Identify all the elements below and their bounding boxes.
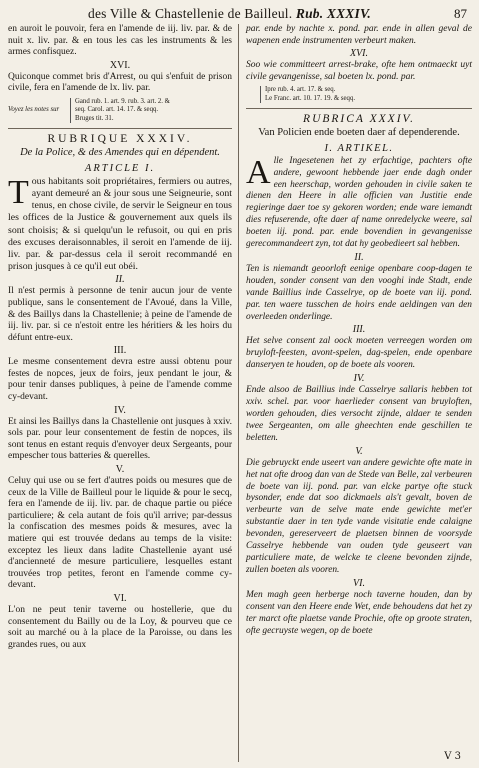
article-number: V. bbox=[115, 464, 125, 476]
rubric-title: RUBRIQUE XXXIV. bbox=[47, 133, 193, 146]
rubric-subtitle: De la Police, & des Amendes qui en dépendent. bbox=[20, 147, 220, 159]
article-number: IV. bbox=[114, 404, 126, 416]
article-number: III. bbox=[352, 324, 366, 336]
notes-block bbox=[246, 86, 472, 103]
section-rule bbox=[8, 128, 232, 129]
note-ref: Bruges tit. 31. bbox=[75, 114, 114, 122]
article-number: II. bbox=[354, 251, 364, 263]
french-column bbox=[8, 24, 232, 651]
page-header bbox=[0, 6, 479, 22]
continued-paragraph: en auroit le pouvoir, fera en l'amende de iij. liv. par. & de nuit x. liv. par. & en tous les cas les instruments & les armes confisquez. bbox=[8, 24, 232, 58]
article-text: L'on ne peut tenir taverne ou hostellerie, que du consentement du Bailly ou de la Loy, & pourveu que ce soit au marché ou à la place de la Paroisse, ou dans les grandes rues, ou aux bbox=[8, 604, 232, 650]
note-ref: seq. Carol. art. 14. 17. & seqq. bbox=[75, 106, 159, 114]
notes-block bbox=[8, 98, 232, 123]
article-number: XVI. bbox=[349, 48, 369, 60]
article-number: III. bbox=[113, 345, 127, 357]
article-text: Ende alsoo de Baillius inde Casselrye sallaris hebben tot xxiv. schel. par. voor haerlieder consent van bruyloften, worden gehouden, dies versocht zijnde, aldaer te senden twee Sergeanten, om alle gheechten ende geschillen te beletten. bbox=[246, 385, 472, 443]
rubric-label: Rub. XXXIV. bbox=[295, 6, 371, 21]
section-rule bbox=[246, 108, 472, 109]
article-number: XVI. bbox=[109, 59, 131, 71]
column-divider bbox=[238, 24, 239, 762]
notes-refs bbox=[260, 86, 472, 103]
article-text: Quiconque commet bris d'Arrest, ou qui s'enfuit de prison civile, fera en l'amende de lx. liv. par. bbox=[8, 71, 232, 94]
rubric-subtitle: Van Policien ende boeten daer af dependerende. bbox=[258, 127, 460, 139]
flemish-column bbox=[246, 24, 472, 637]
article-text: Het selve consent zal oock moeten verreegen worden om bruyloft-feesten, avont-spelen, dag-spelen, ende openbare danseryen te houden, op de boete als vooren. bbox=[246, 336, 472, 371]
note-ref: Ipre rub. 4. art. 17. & seq. bbox=[265, 86, 336, 94]
note-ref: Gand rub. 1. art. 9. rub. 3. art. 2. & bbox=[75, 97, 170, 105]
article-heading: I. ARTIKEL. bbox=[324, 142, 394, 154]
notes-heading: Voyez les notes sur bbox=[8, 105, 60, 113]
notes-refs bbox=[70, 98, 232, 123]
article-text: Soo wie committeert arrest-brake, ofte hem ontmaeckt uyt civile gevangenisse, sal boeten lx. pond. par. bbox=[246, 60, 472, 82]
page-number: 87 bbox=[454, 6, 467, 21]
article-number: IV. bbox=[353, 373, 365, 385]
article-text: Tous habitants soit propriétaires, fermiers ou autres, ayant demeuré an & jour sous une Seigneurie, sont tenus, en chose civile, de servir le Seigneur en tous les offices de la Justice & gouvernement aux quels ils sont choisis; & si quelqu'un le refusoit, ou qui en pris des excuses deraisonnables, il seroit en l'amende de iij. liv. par. & par-dessus cela il seroit recommandé en prison jusques à ce qu'il eut obéi. bbox=[8, 173, 232, 273]
continued-paragraph: par. ende by nachte x. pond. par. ende in allen geval de wapenen ende instrumenten verbeurt maken. bbox=[246, 24, 472, 46]
article-text: Alle Ingesetenen het zy erfachtige, pachters ofte andere, gewoont hebbende jaer ende dagh onder een heerschap, worden gehouden in civile saken te dienen den Heere in alle officien van Justitie ende regieringe daer toe sy gekoren worden; ende ware iemandt dies refuserende, ofte daer af name onredelycke weere, sal boeten iij. pond. par. ende bovendien in gevangenisse gerecommandeert zyn, tot dat hy geobedieert sal hebben. bbox=[246, 153, 472, 250]
article-heading: ARTICLE I. bbox=[84, 162, 156, 174]
article-number: V. bbox=[355, 445, 363, 457]
article-text: Men magh geen herberge noch taverne houden, dan by consent van den Heere ende Wet, ende behoudens dat het zy ter marct ofte plaetse vande Prochie, ofte op groote straten, ofte gecruyste wegen, op de boete bbox=[246, 589, 472, 636]
article-text: Ten is niemandt geoorloft eenige openbare coop-dagen te houden, sonder consent van den vooghi inde Stadt, ende vande Baillius inde Casselrye, op de boete van iij. pond. par. ten waere tusschen de hoirs ende aeldingen van den overleeden onderlinge. bbox=[246, 263, 472, 322]
article-text: Celuy qui use ou se fert d'autres poids ou mesures que de ceux de la Ville de Bailleul pour le liquide & pour le secq, fera en l'amende de iij. liv. par. de chaque partie ou piéce particuliere; & cela autant de fois qu'il arrive; par-dessus la confiscation des mesmes poids & mesures, avec la matiere qui est trouvée dedans au temps de la visite: exceptez les lieux dans ladite Chastellenie ayant usé d'ancienneté de mesure particuliere, lesquelles estant trouvées trop petites, feront en l'amende comme cy-devant. bbox=[8, 476, 232, 591]
drop-cap: T bbox=[8, 173, 29, 211]
rubric-title: RUBRICA XXXIV. bbox=[303, 113, 415, 126]
article-number: VI. bbox=[353, 577, 365, 589]
running-title: des Ville & Chastellenie de Bailleul. Rub. XXXIV. bbox=[88, 6, 371, 21]
note-ref: Le Franc. art. 10. 17. 19. & seqq. bbox=[265, 94, 356, 102]
signature-mark: V 3 bbox=[444, 751, 461, 762]
article-number: VI. bbox=[113, 592, 127, 604]
article-text: Il n'est permis à personne de tenir aucun jour de vente publique, sans le consentement de l'Avoué, dans la Ville, & des Baillys dans la Chastellenie; à peine de l'amende de iij. liv. par. si ce n'estoit entre les héritiers & les hoirs du défunt entre-eux. bbox=[8, 286, 232, 343]
article-text: Et ainsi les Baillys dans la Chastellenie ont jusques à xxiv. sols par. pour leur consentement de festin de nopces, ils sont tenus en estant requis d'envoyer deux Sergeants, pour empescher tous batteries & querelles. bbox=[8, 416, 232, 462]
drop-cap: A bbox=[246, 153, 271, 191]
article-number: II. bbox=[115, 274, 125, 286]
article-text: Le mesme consentement devra estre aussi obtenu pour festes de nopces, jeux de foirs, jeux pendant le jour, & pour tenir danses publiques, à peine de l'amende comme cy-devant. bbox=[8, 357, 232, 403]
article-text: Die gebruyckt ende useert van andere gewichte ofte mate in het nat ofte droog dan van de Stede van Belle, zal verbeuren de boete van iij. pond. par. van elcke partye ofte stuck bysonder, ende dat soo dickmaels als't gevalt, boven de verbeurte van de selve mate ende gewichte met'er substantie daer in ten tyde vande visitatie ende calaigne bevonden, gereserveert de plaetsen binnen de voorsyde Casselrye hebbende van ouden tyde geuseert van particuliere mate, de welcke te cleene bevonden zijnde, zullen boeten als vooren. bbox=[246, 457, 472, 575]
